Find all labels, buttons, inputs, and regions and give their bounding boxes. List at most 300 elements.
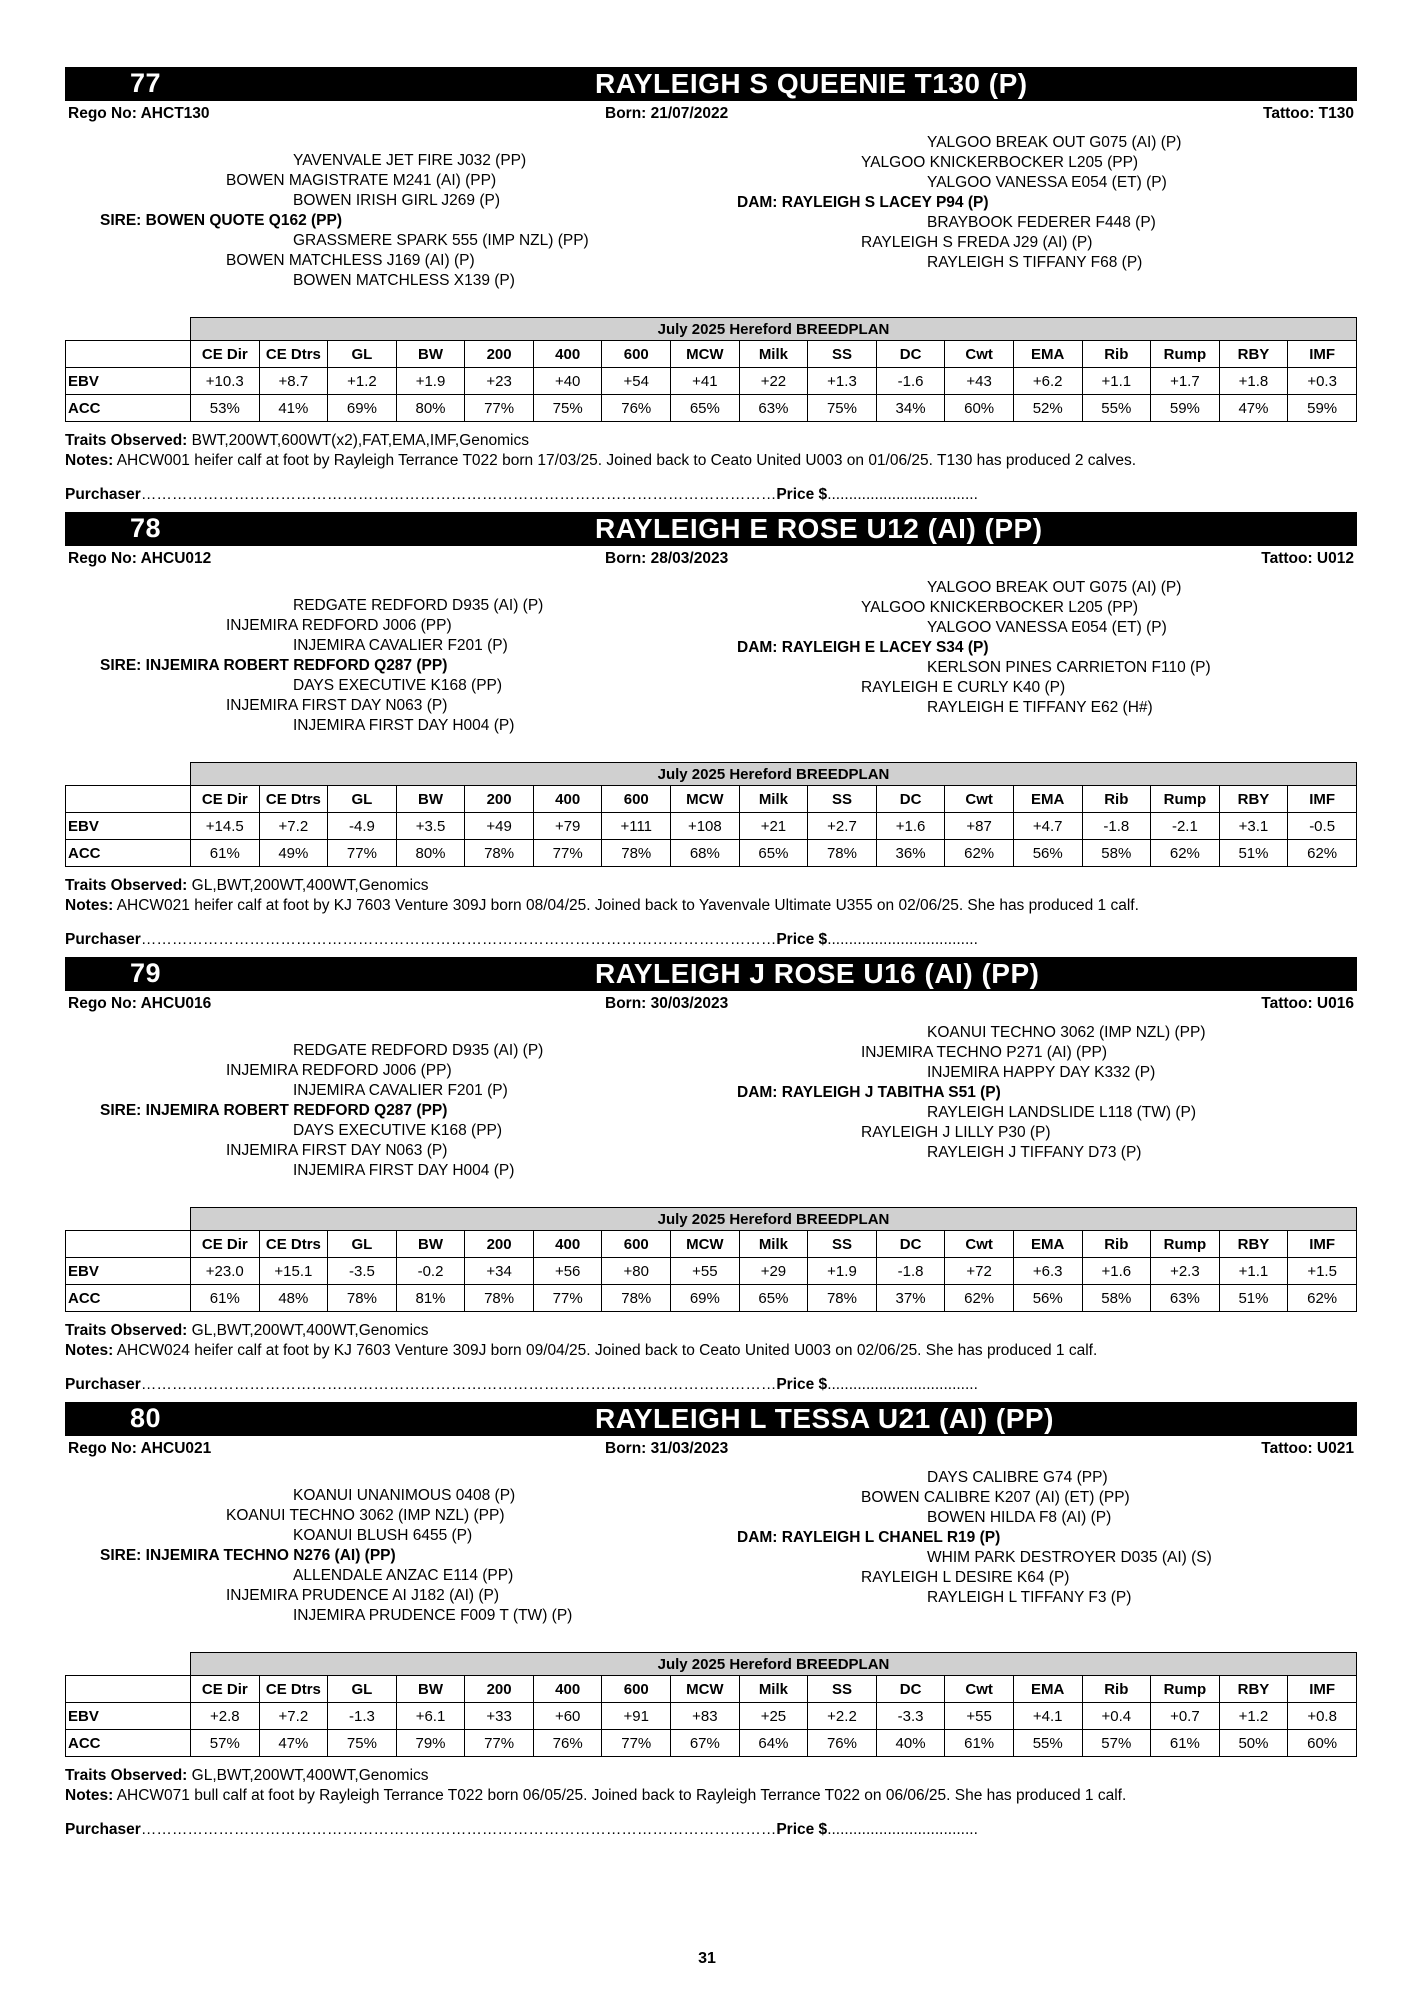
animal-name: RAYLEIGH S QUEENIE T130 (P) bbox=[595, 68, 1028, 99]
column-header: EMA bbox=[1013, 341, 1082, 368]
acc-value: 55% bbox=[1013, 1730, 1082, 1757]
acc-value: 79% bbox=[396, 1730, 465, 1757]
purchaser-line bbox=[65, 931, 978, 949]
column-header: CE Dir bbox=[191, 1231, 260, 1258]
dam-ancestor: BOWEN HILDA F8 (AI) (P) bbox=[927, 1509, 1112, 1526]
breedplan-table bbox=[65, 762, 1357, 867]
notes-value: AHCW071 bull calf at foot by Rayleigh Terrance T022 born 06/05/25. Joined back to Rayleigh Terrance T022 on 06/06/25. She has produced 1 calf. bbox=[116, 1787, 1127, 1804]
ebv-value: +2.3 bbox=[1151, 1258, 1220, 1285]
ebv-value: +56 bbox=[533, 1258, 602, 1285]
ebv-value: +83 bbox=[671, 1703, 740, 1730]
column-header: MCW bbox=[671, 1231, 740, 1258]
column-header: CE Dir bbox=[191, 786, 260, 813]
sire-ancestor: BOWEN MAGISTRATE M241 (AI) (PP) bbox=[226, 172, 497, 189]
sire-ancestor: KOANUI BLUSH 6455 (P) bbox=[293, 1527, 473, 1544]
column-header: EMA bbox=[1013, 786, 1082, 813]
ebv-value: +0.7 bbox=[1151, 1703, 1220, 1730]
sire-name: SIRE: INJEMIRA ROBERT REDFORD Q287 (PP) bbox=[100, 657, 448, 674]
column-header: CE Dir bbox=[191, 341, 260, 368]
column-header: SS bbox=[808, 1676, 877, 1703]
traits-observed bbox=[65, 877, 429, 895]
acc-value: 78% bbox=[465, 1285, 534, 1312]
tattoo: Tattoo: U016 bbox=[1261, 995, 1354, 1012]
acc-value: 50% bbox=[1219, 1730, 1288, 1757]
traits-value: BWT,200WT,600WT(x2),FAT,EMA,IMF,Genomics bbox=[191, 432, 529, 449]
purchaser-field: …………………………………………………………………………………………………………… bbox=[140, 931, 777, 948]
sire-ancestor: YAVENVALE JET FIRE J032 (PP) bbox=[293, 152, 527, 169]
header-blank bbox=[66, 1231, 191, 1258]
rego-number: Rego No: AHCT130 bbox=[68, 105, 210, 122]
ebv-value: +41 bbox=[671, 368, 740, 395]
ebv-value: +4.7 bbox=[1013, 813, 1082, 840]
column-header: Rump bbox=[1151, 786, 1220, 813]
tattoo: Tattoo: U012 bbox=[1261, 550, 1354, 567]
column-header: EMA bbox=[1013, 1231, 1082, 1258]
header-blank bbox=[66, 341, 191, 368]
dam-ancestor: RAYLEIGH E TIFFANY E62 (H#) bbox=[927, 699, 1153, 716]
acc-value: 64% bbox=[739, 1730, 808, 1757]
ebv-row bbox=[66, 368, 1357, 395]
purchaser-field: …………………………………………………………………………………………………………… bbox=[140, 1376, 777, 1393]
ebv-value: +14.5 bbox=[191, 813, 260, 840]
header-blank bbox=[66, 1676, 191, 1703]
notes-label: Notes: bbox=[65, 897, 114, 914]
acc-value: 67% bbox=[671, 1730, 740, 1757]
acc-value: 78% bbox=[602, 1285, 671, 1312]
ebv-label: EBV bbox=[66, 368, 191, 395]
traits-label: Traits Observed: bbox=[65, 1322, 188, 1339]
acc-value: 48% bbox=[259, 1285, 328, 1312]
acc-value: 76% bbox=[808, 1730, 877, 1757]
lot-number: 78 bbox=[130, 513, 162, 543]
purchaser-field: …………………………………………………………………………………………………………… bbox=[140, 1821, 777, 1838]
breedplan-title: July 2025 Hereford BREEDPLAN bbox=[191, 763, 1357, 786]
acc-value: 75% bbox=[328, 1730, 397, 1757]
dam-ancestor: YALGOO KNICKERBOCKER L205 (PP) bbox=[861, 599, 1139, 616]
column-header: Milk bbox=[739, 341, 808, 368]
dam-ancestor: RAYLEIGH S TIFFANY F68 (P) bbox=[927, 254, 1143, 271]
acc-value: 61% bbox=[191, 1285, 260, 1312]
ebv-value: +40 bbox=[533, 368, 602, 395]
column-header: Rump bbox=[1151, 341, 1220, 368]
ebv-value: +23 bbox=[465, 368, 534, 395]
acc-value: 62% bbox=[1288, 1285, 1357, 1312]
notes-label: Notes: bbox=[65, 1787, 114, 1804]
acc-value: 34% bbox=[876, 395, 945, 422]
acc-value: 61% bbox=[191, 840, 260, 867]
price-label: Price $ bbox=[776, 1376, 828, 1393]
acc-value: 36% bbox=[876, 840, 945, 867]
price-field: ................................... bbox=[827, 931, 978, 948]
column-header: CE Dtrs bbox=[259, 341, 328, 368]
sire-ancestor: INJEMIRA FIRST DAY H004 (P) bbox=[293, 1162, 515, 1179]
sire-ancestor: INJEMIRA FIRST DAY N063 (P) bbox=[226, 697, 448, 714]
acc-value: 59% bbox=[1151, 395, 1220, 422]
acc-row bbox=[66, 1730, 1357, 1757]
column-header: 600 bbox=[602, 786, 671, 813]
animal-name: RAYLEIGH J ROSE U16 (AI) (PP) bbox=[595, 958, 1040, 989]
acc-value: 58% bbox=[1082, 1285, 1151, 1312]
purchaser-line bbox=[65, 486, 978, 504]
sire-ancestor: KOANUI UNANIMOUS 0408 (P) bbox=[293, 1487, 516, 1504]
lot-header-bar bbox=[65, 512, 1357, 546]
column-header: 200 bbox=[465, 341, 534, 368]
dam-name: DAM: RAYLEIGH E LACEY S34 (P) bbox=[737, 639, 989, 656]
column-header: CE Dir bbox=[191, 1676, 260, 1703]
breedplan-table bbox=[65, 1207, 1357, 1312]
acc-row bbox=[66, 395, 1357, 422]
ebv-value: +3.1 bbox=[1219, 813, 1288, 840]
notes bbox=[65, 897, 1139, 915]
acc-value: 80% bbox=[396, 840, 465, 867]
traits-label: Traits Observed: bbox=[65, 877, 188, 894]
lot-header-bar bbox=[65, 957, 1357, 991]
column-header: 600 bbox=[602, 1676, 671, 1703]
ebv-value: +1.9 bbox=[396, 368, 465, 395]
acc-value: 77% bbox=[465, 395, 534, 422]
acc-value: 60% bbox=[1288, 1730, 1357, 1757]
acc-value: 78% bbox=[602, 840, 671, 867]
breedplan-title: July 2025 Hereford BREEDPLAN bbox=[191, 318, 1357, 341]
ebv-value: +6.2 bbox=[1013, 368, 1082, 395]
dam-name: DAM: RAYLEIGH S LACEY P94 (P) bbox=[737, 194, 989, 211]
sire-ancestor: INJEMIRA FIRST DAY H004 (P) bbox=[293, 717, 515, 734]
tattoo: Tattoo: T130 bbox=[1263, 105, 1354, 122]
acc-value: 49% bbox=[259, 840, 328, 867]
birth-date: Born: 30/03/2023 bbox=[605, 995, 729, 1012]
column-header: RBY bbox=[1219, 786, 1288, 813]
dam-ancestor: KERLSON PINES CARRIETON F110 (P) bbox=[927, 659, 1211, 676]
sire-ancestor: INJEMIRA PRUDENCE AI J182 (AI) (P) bbox=[226, 1587, 500, 1604]
purchaser-label: Purchaser bbox=[65, 1821, 141, 1838]
purchaser-label: Purchaser bbox=[65, 486, 141, 503]
ebv-value: +55 bbox=[945, 1703, 1014, 1730]
purchaser-line bbox=[65, 1821, 978, 1839]
acc-value: 77% bbox=[533, 1285, 602, 1312]
purchaser-label: Purchaser bbox=[65, 931, 141, 948]
notes-label: Notes: bbox=[65, 452, 114, 469]
acc-value: 75% bbox=[808, 395, 877, 422]
price-field: ................................... bbox=[827, 1376, 978, 1393]
acc-value: 52% bbox=[1013, 395, 1082, 422]
ebv-value: +8.7 bbox=[259, 368, 328, 395]
birth-date: Born: 28/03/2023 bbox=[605, 550, 729, 567]
dam-ancestor: YALGOO VANESSA E054 (ET) (P) bbox=[927, 619, 1167, 636]
acc-value: 59% bbox=[1288, 395, 1357, 422]
acc-value: 78% bbox=[808, 1285, 877, 1312]
ebv-value: +3.5 bbox=[396, 813, 465, 840]
acc-value: 62% bbox=[945, 1285, 1014, 1312]
birth-date: Born: 31/03/2023 bbox=[605, 1440, 729, 1457]
column-header: Rib bbox=[1082, 1676, 1151, 1703]
sire-ancestor: INJEMIRA CAVALIER F201 (P) bbox=[293, 1082, 508, 1099]
ebv-value: +55 bbox=[671, 1258, 740, 1285]
column-header: IMF bbox=[1288, 341, 1357, 368]
ebv-value: +0.4 bbox=[1082, 1703, 1151, 1730]
dam-ancestor: YALGOO VANESSA E054 (ET) (P) bbox=[927, 174, 1167, 191]
column-header: 600 bbox=[602, 341, 671, 368]
acc-value: 61% bbox=[945, 1730, 1014, 1757]
column-header: RBY bbox=[1219, 341, 1288, 368]
column-header: IMF bbox=[1288, 1231, 1357, 1258]
dam-ancestor: RAYLEIGH J TIFFANY D73 (P) bbox=[927, 1144, 1142, 1161]
column-header: DC bbox=[876, 1231, 945, 1258]
ebv-value: +60 bbox=[533, 1703, 602, 1730]
column-header: DC bbox=[876, 786, 945, 813]
sire-ancestor: INJEMIRA REDFORD J006 (PP) bbox=[226, 617, 452, 634]
ebv-value: +79 bbox=[533, 813, 602, 840]
dam-ancestor: WHIM PARK DESTROYER D035 (AI) (S) bbox=[927, 1549, 1212, 1566]
column-header: Rib bbox=[1082, 341, 1151, 368]
rego-number: Rego No: AHCU012 bbox=[68, 550, 212, 567]
traits-observed bbox=[65, 1322, 429, 1340]
column-header: CE Dtrs bbox=[259, 1676, 328, 1703]
acc-value: 63% bbox=[1151, 1285, 1220, 1312]
ebv-value: +6.3 bbox=[1013, 1258, 1082, 1285]
notes-label: Notes: bbox=[65, 1342, 114, 1359]
ebv-value: +1.8 bbox=[1219, 368, 1288, 395]
acc-value: 77% bbox=[328, 840, 397, 867]
price-field: ................................... bbox=[827, 486, 978, 503]
acc-value: 78% bbox=[465, 840, 534, 867]
ebv-label: EBV bbox=[66, 1703, 191, 1730]
column-header: Rib bbox=[1082, 1231, 1151, 1258]
lot-entry bbox=[65, 512, 1357, 952]
ebv-value: -3.3 bbox=[876, 1703, 945, 1730]
ebv-value: -1.3 bbox=[328, 1703, 397, 1730]
acc-value: 78% bbox=[328, 1285, 397, 1312]
acc-value: 56% bbox=[1013, 1285, 1082, 1312]
dam-ancestor: INJEMIRA TECHNO P271 (AI) (PP) bbox=[861, 1044, 1108, 1061]
ebv-value: +1.6 bbox=[876, 813, 945, 840]
dam-ancestor: RAYLEIGH L DESIRE K64 (P) bbox=[861, 1569, 1070, 1586]
acc-row bbox=[66, 840, 1357, 867]
sire-ancestor: DAYS EXECUTIVE K168 (PP) bbox=[293, 677, 503, 694]
sire-name: SIRE: INJEMIRA TECHNO N276 (AI) (PP) bbox=[100, 1547, 396, 1564]
table-corner bbox=[66, 1208, 191, 1231]
table-corner bbox=[66, 1653, 191, 1676]
lot-number: 77 bbox=[130, 68, 162, 98]
lot-number: 80 bbox=[130, 1403, 162, 1433]
acc-label: ACC bbox=[66, 840, 191, 867]
acc-label: ACC bbox=[66, 395, 191, 422]
dam-ancestor: DAYS CALIBRE G74 (PP) bbox=[927, 1469, 1108, 1486]
acc-value: 51% bbox=[1219, 840, 1288, 867]
birth-date: Born: 21/07/2022 bbox=[605, 105, 729, 122]
animal-name: RAYLEIGH E ROSE U12 (AI) (PP) bbox=[595, 513, 1043, 544]
column-header: GL bbox=[328, 1231, 397, 1258]
column-header: 400 bbox=[533, 1231, 602, 1258]
ebv-value: -2.1 bbox=[1151, 813, 1220, 840]
notes-value: AHCW001 heifer calf at foot by Rayleigh Terrance T022 born 17/03/25. Joined back to Ceato United U003 on 01/06/25. T130 has produced 2 calves. bbox=[116, 452, 1137, 469]
acc-value: 76% bbox=[602, 395, 671, 422]
price-field: ................................... bbox=[827, 1821, 978, 1838]
ebv-value: +1.9 bbox=[808, 1258, 877, 1285]
column-header: Milk bbox=[739, 1676, 808, 1703]
ebv-value: +29 bbox=[739, 1258, 808, 1285]
acc-value: 77% bbox=[602, 1730, 671, 1757]
sire-ancestor: REDGATE REDFORD D935 (AI) (P) bbox=[293, 597, 544, 614]
acc-value: 47% bbox=[259, 1730, 328, 1757]
column-header: SS bbox=[808, 1231, 877, 1258]
sire-ancestor: GRASSMERE SPARK 555 (IMP NZL) (PP) bbox=[293, 232, 589, 249]
acc-value: 56% bbox=[1013, 840, 1082, 867]
ebv-value: +34 bbox=[465, 1258, 534, 1285]
dam-ancestor: RAYLEIGH L TIFFANY F3 (P) bbox=[927, 1589, 1132, 1606]
acc-value: 61% bbox=[1151, 1730, 1220, 1757]
traits-observed bbox=[65, 1767, 429, 1785]
sire-ancestor: BOWEN MATCHLESS X139 (P) bbox=[293, 272, 515, 289]
ebv-row bbox=[66, 1258, 1357, 1285]
notes bbox=[65, 1787, 1126, 1805]
acc-value: 47% bbox=[1219, 395, 1288, 422]
column-header: 200 bbox=[465, 1231, 534, 1258]
ebv-value: +1.2 bbox=[1219, 1703, 1288, 1730]
column-header: Cwt bbox=[945, 1676, 1014, 1703]
sire-ancestor: BOWEN IRISH GIRL J269 (P) bbox=[293, 192, 500, 209]
dam-ancestor: YALGOO BREAK OUT G075 (AI) (P) bbox=[927, 134, 1182, 151]
acc-label: ACC bbox=[66, 1285, 191, 1312]
traits-value: GL,BWT,200WT,400WT,Genomics bbox=[191, 1767, 429, 1784]
ebv-value: +111 bbox=[602, 813, 671, 840]
table-corner bbox=[66, 318, 191, 341]
dam-name: DAM: RAYLEIGH L CHANEL R19 (P) bbox=[737, 1529, 1001, 1546]
acc-value: 55% bbox=[1082, 395, 1151, 422]
traits-label: Traits Observed: bbox=[65, 1767, 188, 1784]
column-header: Rib bbox=[1082, 786, 1151, 813]
sire-name: SIRE: BOWEN QUOTE Q162 (PP) bbox=[100, 212, 343, 229]
column-header: BW bbox=[396, 786, 465, 813]
ebv-value: -0.5 bbox=[1288, 813, 1357, 840]
rego-number: Rego No: AHCU016 bbox=[68, 995, 212, 1012]
ebv-value: +43 bbox=[945, 368, 1014, 395]
lot-number: 79 bbox=[130, 958, 162, 988]
sire-ancestor: INJEMIRA PRUDENCE F009 T (TW) (P) bbox=[293, 1607, 573, 1624]
acc-value: 62% bbox=[1288, 840, 1357, 867]
column-header: SS bbox=[808, 786, 877, 813]
lot-entry bbox=[65, 957, 1357, 1397]
ebv-value: +0.3 bbox=[1288, 368, 1357, 395]
breedplan-table bbox=[65, 1652, 1357, 1757]
acc-label: ACC bbox=[66, 1730, 191, 1757]
ebv-value: +25 bbox=[739, 1703, 808, 1730]
dam-ancestor: RAYLEIGH J LILLY P30 (P) bbox=[861, 1124, 1051, 1141]
sire-ancestor: REDGATE REDFORD D935 (AI) (P) bbox=[293, 1042, 544, 1059]
acc-value: 80% bbox=[396, 395, 465, 422]
ebv-row bbox=[66, 1703, 1357, 1730]
acc-value: 76% bbox=[533, 1730, 602, 1757]
acc-value: 62% bbox=[945, 840, 1014, 867]
ebv-value: +87 bbox=[945, 813, 1014, 840]
rego-number: Rego No: AHCU021 bbox=[68, 1440, 212, 1457]
column-header: Cwt bbox=[945, 1231, 1014, 1258]
dam-ancestor: KOANUI TECHNO 3062 (IMP NZL) (PP) bbox=[927, 1024, 1206, 1041]
ebv-value: +2.7 bbox=[808, 813, 877, 840]
ebv-value: -1.8 bbox=[1082, 813, 1151, 840]
ebv-value: +10.3 bbox=[191, 368, 260, 395]
ebv-value: +1.7 bbox=[1151, 368, 1220, 395]
sire-name: SIRE: INJEMIRA ROBERT REDFORD Q287 (PP) bbox=[100, 1102, 448, 1119]
sire-ancestor: INJEMIRA CAVALIER F201 (P) bbox=[293, 637, 508, 654]
ebv-value: +1.1 bbox=[1219, 1258, 1288, 1285]
ebv-value: +1.6 bbox=[1082, 1258, 1151, 1285]
acc-value: 41% bbox=[259, 395, 328, 422]
column-header: Cwt bbox=[945, 341, 1014, 368]
dam-ancestor: INJEMIRA HAPPY DAY K332 (P) bbox=[927, 1064, 1156, 1081]
acc-value: 57% bbox=[1082, 1730, 1151, 1757]
acc-value: 58% bbox=[1082, 840, 1151, 867]
price-label: Price $ bbox=[776, 486, 828, 503]
purchaser-line bbox=[65, 1376, 978, 1394]
sire-ancestor: BOWEN MATCHLESS J169 (AI) (P) bbox=[226, 252, 475, 269]
column-header: EMA bbox=[1013, 1676, 1082, 1703]
ebv-value: +23.0 bbox=[191, 1258, 260, 1285]
sire-ancestor: KOANUI TECHNO 3062 (IMP NZL) (PP) bbox=[226, 1507, 505, 1524]
dam-ancestor: BOWEN CALIBRE K207 (AI) (ET) (PP) bbox=[861, 1489, 1130, 1506]
breedplan-title: July 2025 Hereford BREEDPLAN bbox=[191, 1208, 1357, 1231]
ebv-value: +1.5 bbox=[1288, 1258, 1357, 1285]
column-header: CE Dtrs bbox=[259, 1231, 328, 1258]
column-header: 400 bbox=[533, 786, 602, 813]
traits-value: GL,BWT,200WT,400WT,Genomics bbox=[191, 877, 429, 894]
notes-value: AHCW021 heifer calf at foot by KJ 7603 Venture 309J born 08/04/25. Joined back to Yavenvale Ultimate U355 on 02/06/25. She has produced 1 calf. bbox=[116, 897, 1139, 914]
notes bbox=[65, 452, 1136, 470]
column-header: 400 bbox=[533, 1676, 602, 1703]
column-header: MCW bbox=[671, 1676, 740, 1703]
ebv-value: -1.6 bbox=[876, 368, 945, 395]
acc-value: 78% bbox=[808, 840, 877, 867]
breedplan-title: July 2025 Hereford BREEDPLAN bbox=[191, 1653, 1357, 1676]
acc-value: 63% bbox=[739, 395, 808, 422]
ebv-value: +1.3 bbox=[808, 368, 877, 395]
ebv-value: +108 bbox=[671, 813, 740, 840]
dam-name: DAM: RAYLEIGH J TABITHA S51 (P) bbox=[737, 1084, 1001, 1101]
ebv-value: +2.8 bbox=[191, 1703, 260, 1730]
dam-ancestor: RAYLEIGH S FREDA J29 (AI) (P) bbox=[861, 234, 1093, 251]
ebv-value: +0.8 bbox=[1288, 1703, 1357, 1730]
column-header: SS bbox=[808, 341, 877, 368]
acc-value: 65% bbox=[671, 395, 740, 422]
ebv-value: +49 bbox=[465, 813, 534, 840]
column-header: CE Dtrs bbox=[259, 786, 328, 813]
acc-value: 40% bbox=[876, 1730, 945, 1757]
lot-header-bar bbox=[65, 67, 1357, 101]
column-header: Rump bbox=[1151, 1231, 1220, 1258]
page-number: 31 bbox=[698, 1950, 716, 1967]
column-header: Milk bbox=[739, 786, 808, 813]
notes bbox=[65, 1342, 1097, 1360]
column-header: IMF bbox=[1288, 786, 1357, 813]
ebv-value: +4.1 bbox=[1013, 1703, 1082, 1730]
purchaser-label: Purchaser bbox=[65, 1376, 141, 1393]
ebv-value: -4.9 bbox=[328, 813, 397, 840]
column-header: GL bbox=[328, 1676, 397, 1703]
price-label: Price $ bbox=[776, 931, 828, 948]
sire-ancestor: DAYS EXECUTIVE K168 (PP) bbox=[293, 1122, 503, 1139]
acc-value: 77% bbox=[465, 1730, 534, 1757]
ebv-value: +6.1 bbox=[396, 1703, 465, 1730]
acc-value: 81% bbox=[396, 1285, 465, 1312]
animal-name: RAYLEIGH L TESSA U21 (AI) (PP) bbox=[595, 1403, 1054, 1434]
column-header: MCW bbox=[671, 341, 740, 368]
ebv-value: +15.1 bbox=[259, 1258, 328, 1285]
acc-value: 53% bbox=[191, 395, 260, 422]
acc-value: 65% bbox=[739, 840, 808, 867]
ebv-row bbox=[66, 813, 1357, 840]
dam-ancestor: BRAYBOOK FEDERER F448 (P) bbox=[927, 214, 1156, 231]
acc-value: 37% bbox=[876, 1285, 945, 1312]
tattoo: Tattoo: U021 bbox=[1261, 1440, 1354, 1457]
